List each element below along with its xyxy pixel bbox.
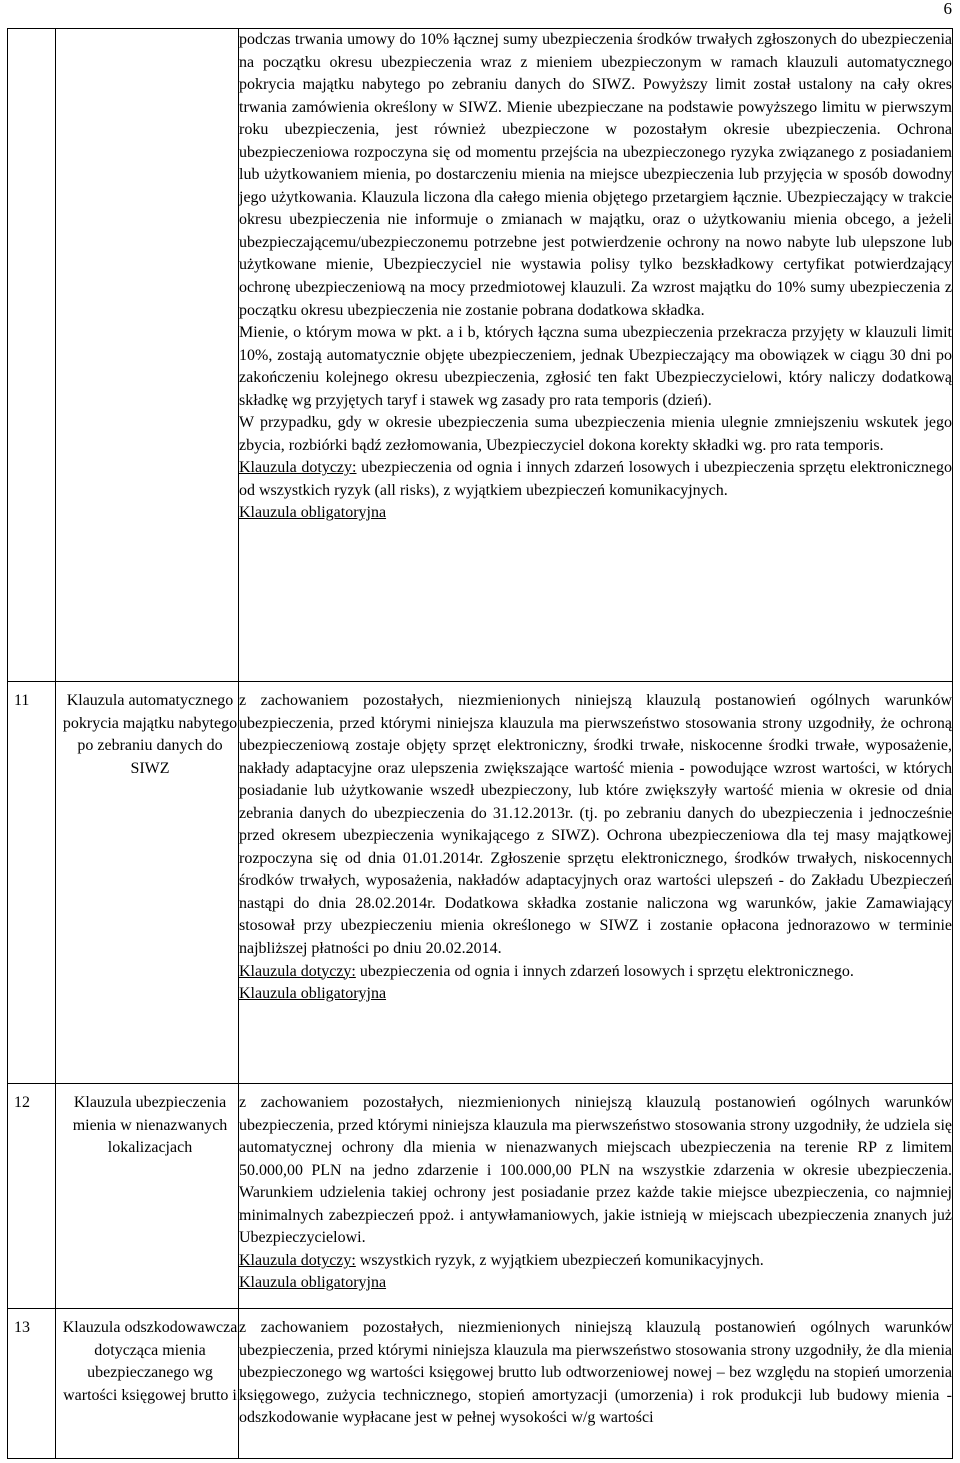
clause-title-cell: Klauzula ubezpieczenia mienia w nienazwanych lokalizacjach <box>56 1084 239 1309</box>
clause-body-cell <box>239 29 953 682</box>
applies-label: Klauzula dotyczy: <box>239 962 356 980</box>
clause-body-cell <box>239 1084 953 1309</box>
clause-body-cell <box>239 682 953 1084</box>
applies-paragraph <box>239 961 952 984</box>
table-row <box>8 1084 953 1309</box>
body-paragraph: W przypadku, gdy w okresie ubezpieczenia suma ubezpieczenia mienia ulegnie zmniejszeniu wskutek jego zbycia, rozbiórki bądź zezłomowania, Ubezpieczyciel dokona korekty składki wg. pro rata temporis. <box>239 414 952 454</box>
applies-text: wszystkich ryzyk, z wyjątkiem ubezpieczeń komunikacyjnych. <box>355 1251 764 1269</box>
clause-number-cell <box>8 29 56 682</box>
body-paragraph: z zachowaniem pozostałych, niezmienionych niniejszą klauzulą postanowień ogólnych warunków ubezpieczenia, przed którymi niniejsza klauzula ma pierwszeństwo stosowania strony uzgodniły, że ochroną ubezpieczeniową zostaje objęty sprzęt elektroniczny, środki trwałe, niskocenne środki trwałe, wyposażenie, nakłady adaptacyjne oraz ulepszenia zwiększające wartość mienia - powodujące wzrost wartości, w których posiadanie lub użytkowanie wszedł ubezpieczony, lub które zwiększyły wartość mienia w okresie od dnia zebrania danych do ubezpieczenia do 31.12.2013r. (tj. po zebraniu danych do ubezpieczenia i jednocześnie przed okresem ubezpieczenia wynikającego z SIWZ). Ochrona ubezpieczeniowa dla tej masy majątkowej rozpoczyna się od dnia 01.01.2014r. Zgłoszenie sprzętu elektronicznego, środków trwałych, niskocennych środków trwałych, wyposażenia, nakładów adaptacyjnych oraz wartości ulepszeń - do Zakładu Ubezpieczeń nastąpi do dnia 28.02.2014r. Dodatkowa składka zostanie naliczona wg warunków, jakie Zamawiający stosował przy ubezpieczeniu mienia określonego w SIWZ i zostanie opłacona jednorazowo w terminie najbliższej płatności po dniu 20.02.2014. <box>239 692 952 958</box>
clause-number-cell: 12 <box>8 1084 56 1309</box>
body-paragraph: z zachowaniem pozostałych, niezmienionych niniejszą klauzulą postanowień ogólnych warunków ubezpieczenia, przed którymi niniejsza klauzula ma pierwszeństwo stosowania strony uzgodniły, że dla mienia ubezpieczonego wg wartości księgowej brutto lub odtworzeniowej nowej – bez względu na stopień umorzenia księgowego, zużycia technicznego, stopień amortyzacji (umorzenia) i rok produkcji lub budowy mienia - odszkodowanie wypłacane jest w pełnej wysokości w/g wartości <box>239 1319 952 1427</box>
clause-number-cell: 11 <box>8 682 56 1084</box>
mandatory-label: Klauzula obligatoryjna <box>239 1274 387 1292</box>
applies-label: Klauzula dotyczy: <box>239 459 357 477</box>
clause-title-cell <box>56 29 239 682</box>
body-paragraph: z zachowaniem pozostałych, niezmienionych niniejszą klauzulą postanowień ogólnych warunków ubezpieczenia, przed którymi niniejsza klauzula ma pierwszeństwo stosowania strony uzgodniły, że udziela się automatycznej ochrony dla mienia w nienazwanych miejscach ubezpieczenia na terenie RP z limitem 50.000,00 PLN na jedno zdarzenie i 100.000,00 PLN na wszystkie zdarzenia w okresie ubezpieczenia. Warunkiem udzielenia takiej ochrony jest posiadanie przez każde takie miejsce ubezpieczenia, co najmniej minimalnych zabezpieczeń ppoż. i antywłamaniowych, jakie istnieją w miejscach ubezpieczenia znanych już Ubezpieczycielowi. <box>239 1094 952 1247</box>
clause-table <box>7 28 953 1459</box>
body-paragraph: podczas trwania umowy do 10% łącznej sumy ubezpieczenia środków trwałych zgłoszonych do ubezpieczenia na początku okresu ubezpieczenia wraz z mieniem ubezpieczonym w ramach klauzuli automatycznego pokrycia majątku nabytego po zebraniu danych do SIWZ. Powyższy limit został ustalony na cały okres trwania zamówienia określony w SIWZ. Mienie ubezpieczane na podstawie powyższego limitu w pierwszym roku ubezpieczenia, jest również ubezpieczone w pozostałym okresie ubezpieczenia. Ochrona ubezpieczeniowa rozpoczyna się od momentu przejścia na ubezpieczonego ryzyka związanego z posiadaniem lub użytkowaniem mienia, po dostarczeniu mienia na miejsce ubezpieczenia lub przyjęcia w sposób dowodny jego użytkowania. Klauzula liczona dla całego mienia objętego przetargiem łącznie. Ubezpieczający w trakcie okresu ubezpieczenia nie informuje o zmianach w majątku, oraz o użytkowaniu mienia obcego, a jeżeli ubezpieczającemu/ubezpieczonemu potrzebne jest potwierdzenie ochrony na nowo nabyte lub ulepszone lub użytkowane mienie, Ubezpieczyciel nie wystawia polisy tylko bezskładkowy certyfikat potwierdzający ochronę ubezpieczeniową na mocy przedmiotowej klauzuli. Za wzrost majątku do 10% sumy ubezpieczenia z początku okresu ubezpieczenia nie zostanie pobrana dodatkowa składka. <box>239 31 952 319</box>
body-paragraph: Mienie, o którym mowa w pkt. a i b, których łączna suma ubezpieczenia przekracza przyjęty w klauzuli limit 10%, zostają automatycznie objęte ubezpieczeniem, jednak Ubezpieczający ma obowiązek w ciągu 30 dni po zakończeniu kolejnego okresu ubezpieczenia, zgłosić ten fakt Ubezpieczycielowi, który naliczy dodatkową składkę wg przyjętych taryf i stawek wg zasady pro rata temporis (dzień). <box>239 324 952 409</box>
clause-number-cell: 13 <box>8 1309 56 1459</box>
table-row <box>8 29 953 682</box>
applies-paragraph <box>239 457 952 502</box>
mandatory-label: Klauzula obligatoryjna <box>239 504 387 522</box>
applies-paragraph <box>239 1250 952 1273</box>
clause-title-cell: Klauzula automatycznego pokrycia majątku nabytego po zebraniu danych do SIWZ <box>56 682 239 1084</box>
table-row <box>8 1309 953 1459</box>
table-row <box>8 682 953 1084</box>
applies-text: ubezpieczenia od ognia i innych zdarzeń losowych i ubezpieczenia sprzętu elektronicznego od wszystkich ryzyk (all risks), z wyjątkiem ubezpieczeń komunikacyjnych. <box>239 459 953 499</box>
page-number: 6 <box>943 0 952 18</box>
applies-text: ubezpieczenia od ognia i innych zdarzeń losowych i sprzętu elektronicznego. <box>355 962 854 980</box>
clause-body-cell <box>239 1309 953 1459</box>
mandatory-label: Klauzula obligatoryjna <box>239 985 387 1003</box>
clause-title-cell: Klauzula odszkodowawcza dotycząca mienia ubezpieczanego wg wartości księgowej brutto i <box>56 1309 239 1459</box>
applies-label: Klauzula dotyczy: <box>239 1251 356 1269</box>
